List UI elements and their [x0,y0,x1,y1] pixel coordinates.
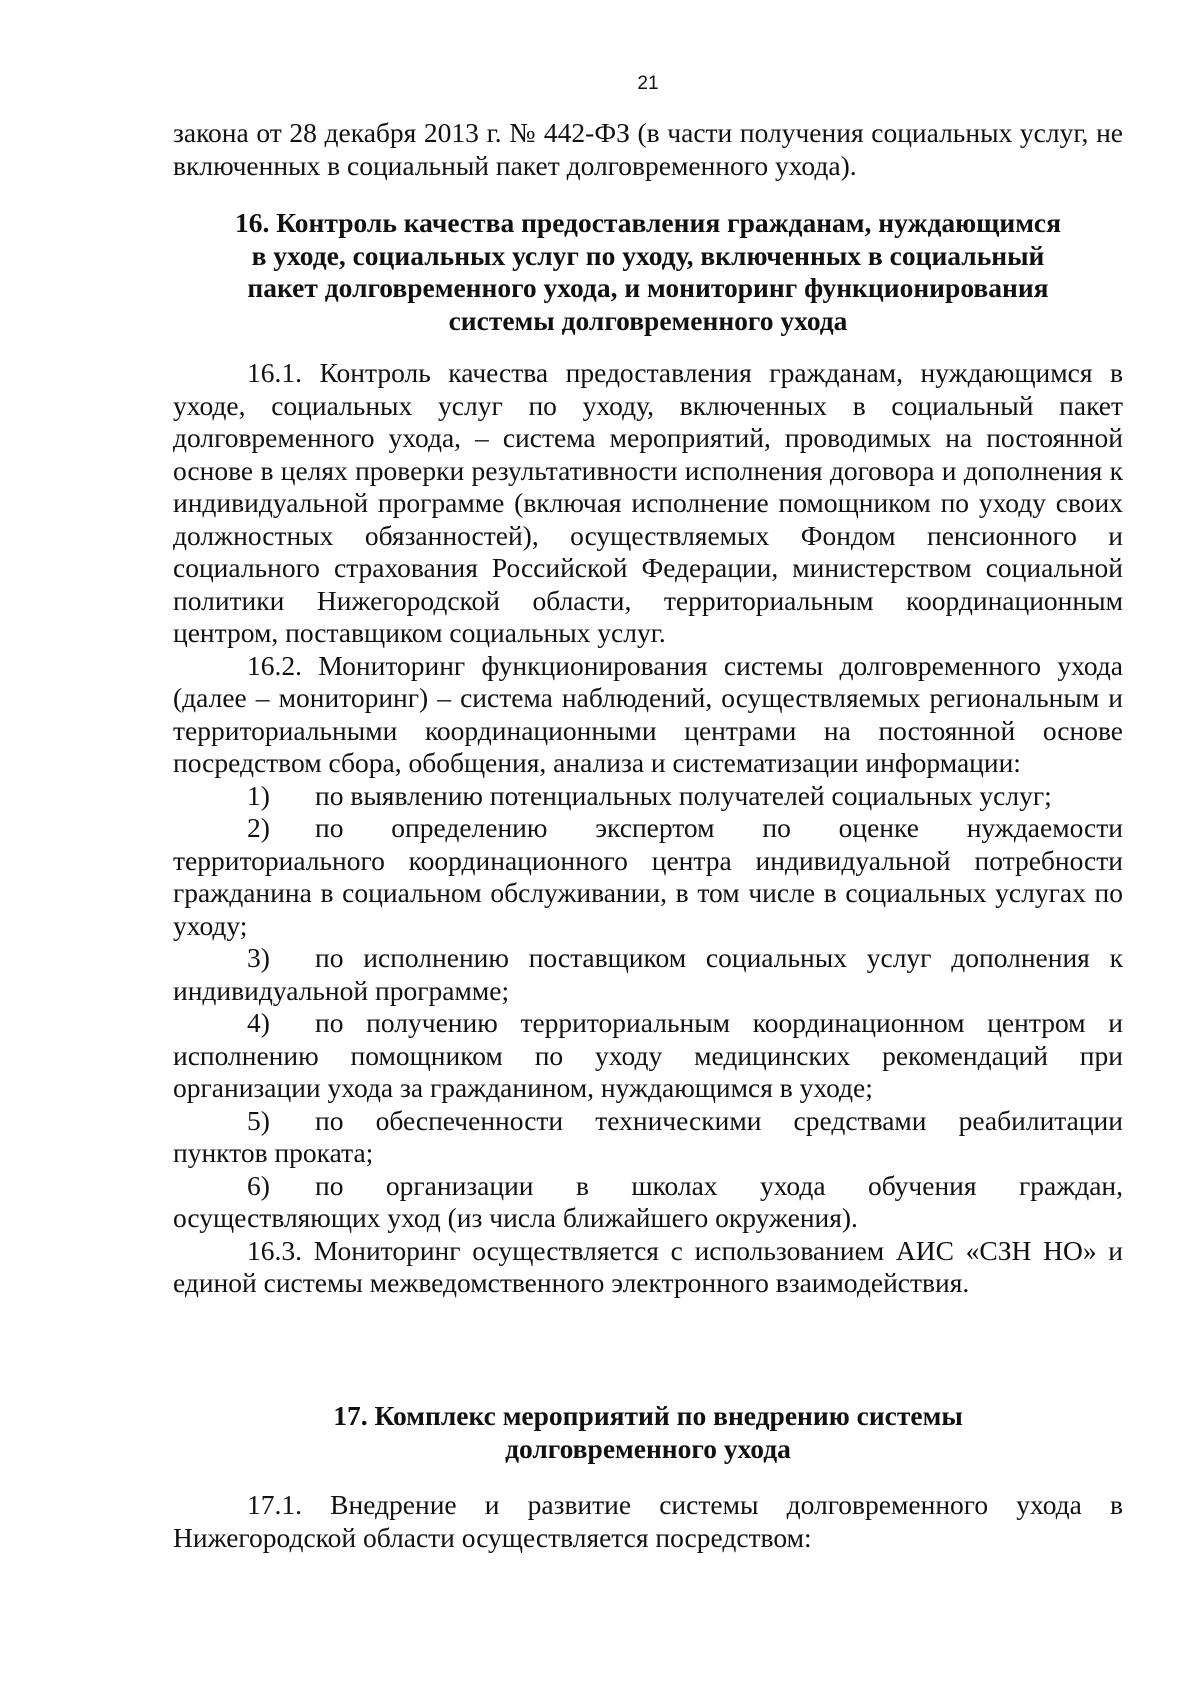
list-item [173,812,1123,942]
list-item-number: 6) [247,1169,270,1201]
list-item-text: по организации в школах ухода обучения граждан, осуществляющих уход (из числа ближайшего окружения). [173,1169,1123,1233]
list-item-text: по определению экспертом по оценке нуждаемости территориального координационного центра индивидуальной потребности гражданина в социальном обслуживании, в том числе в социальных услугах по уходу; [173,812,1123,941]
paragraph-16-3: 16.3. Мониторинг осуществляется с использованием АИС «СЗН НО» и единой системы межведомственного электронного взаимодействия. [173,1234,1123,1298]
list-item [173,780,1123,813]
list-item-text: по исполнению поставщиком социальных услуг дополнения к индивидуальной программе; [173,942,1123,1006]
section-16-heading-line-1: 16. Контроль качества предоставления гражданам, нуждающимся [234,207,1062,238]
list-item [173,942,1123,1007]
section-16-heading-line-3: пакет долговременного ухода, и мониторинг функционирования [247,272,1049,303]
list-item-number: 5) [247,1104,270,1136]
list-item-text: по выявлению потенциальных получателей социальных услуг; [315,779,1052,811]
section-17-heading-line-1: 17. Комплекс мероприятий по внедрению системы [333,1400,963,1431]
list-item-number: 2) [247,812,270,843]
list-item-text: по обеспеченности техническими средствами реабилитации пунктов проката; [173,1104,1123,1168]
section-16-body [173,357,1123,1300]
list-item [173,1105,1123,1170]
list-item [173,1170,1123,1235]
section-17-heading-line-2: долговременного ухода [505,1432,791,1464]
list-item-number: 4) [247,1007,270,1038]
list-item-number: 1) [247,779,270,811]
section-16-heading [173,207,1123,337]
intro-paragraph: закона от 28 декабря 2013 г. № 442-ФЗ (в части получения социальных услуг, не включенных в социальный пакет долговременного ухода). [173,117,1123,181]
paragraph-16-1: 16.1. Контроль качества предоставления гражданам, нуждающимся в уходе, социальных услуг по уходу, включенных в социальный пакет долговременного ухода, – система мероприятий, проводимых на постоянной основе в целях проверки результативности исполнения договора и дополнения к индивидуальной программе (включая исполнение помощником по уходу своих должностных обязанностей), осуществляемых Фондом пенсионного и социального страхования Российской Федерации, министерством социальной политики Нижегородской области, территориальным координационным центром, поставщиком социальных услуг. [173,357,1123,648]
list-item-text: по получению территориальным координационном центром и исполнению помощником по уходу медицинских рекомендаций при организации ухода за гражданином, нуждающимся в уходе; [173,1007,1123,1103]
list-item-number: 3) [247,942,270,973]
section-16-heading-line-2: в уходе, социальных услуг по уходу, включенных в социальный [251,239,1045,271]
section-17-heading [173,1400,1123,1465]
section-17-body [173,1489,1123,1554]
paragraph-16-2: 16.2. Мониторинг функционирования системы долговременного ухода (далее – мониторинг) – система наблюдений, осуществляемых региональным и территориальными координационными центрами на постоянной основе посредством сбора, обобщения, анализа и систематизации информации: [173,649,1123,778]
section-16-heading-line-4: системы долговременного ухода [448,304,848,336]
list-item [173,1007,1123,1105]
paragraph-17-1: 17.1. Внедрение и развитие системы долговременного ухода в Нижегородской области осуществляется посредством: [173,1489,1123,1553]
page-number: 21 [637,73,659,94]
intro-block [173,117,1123,182]
